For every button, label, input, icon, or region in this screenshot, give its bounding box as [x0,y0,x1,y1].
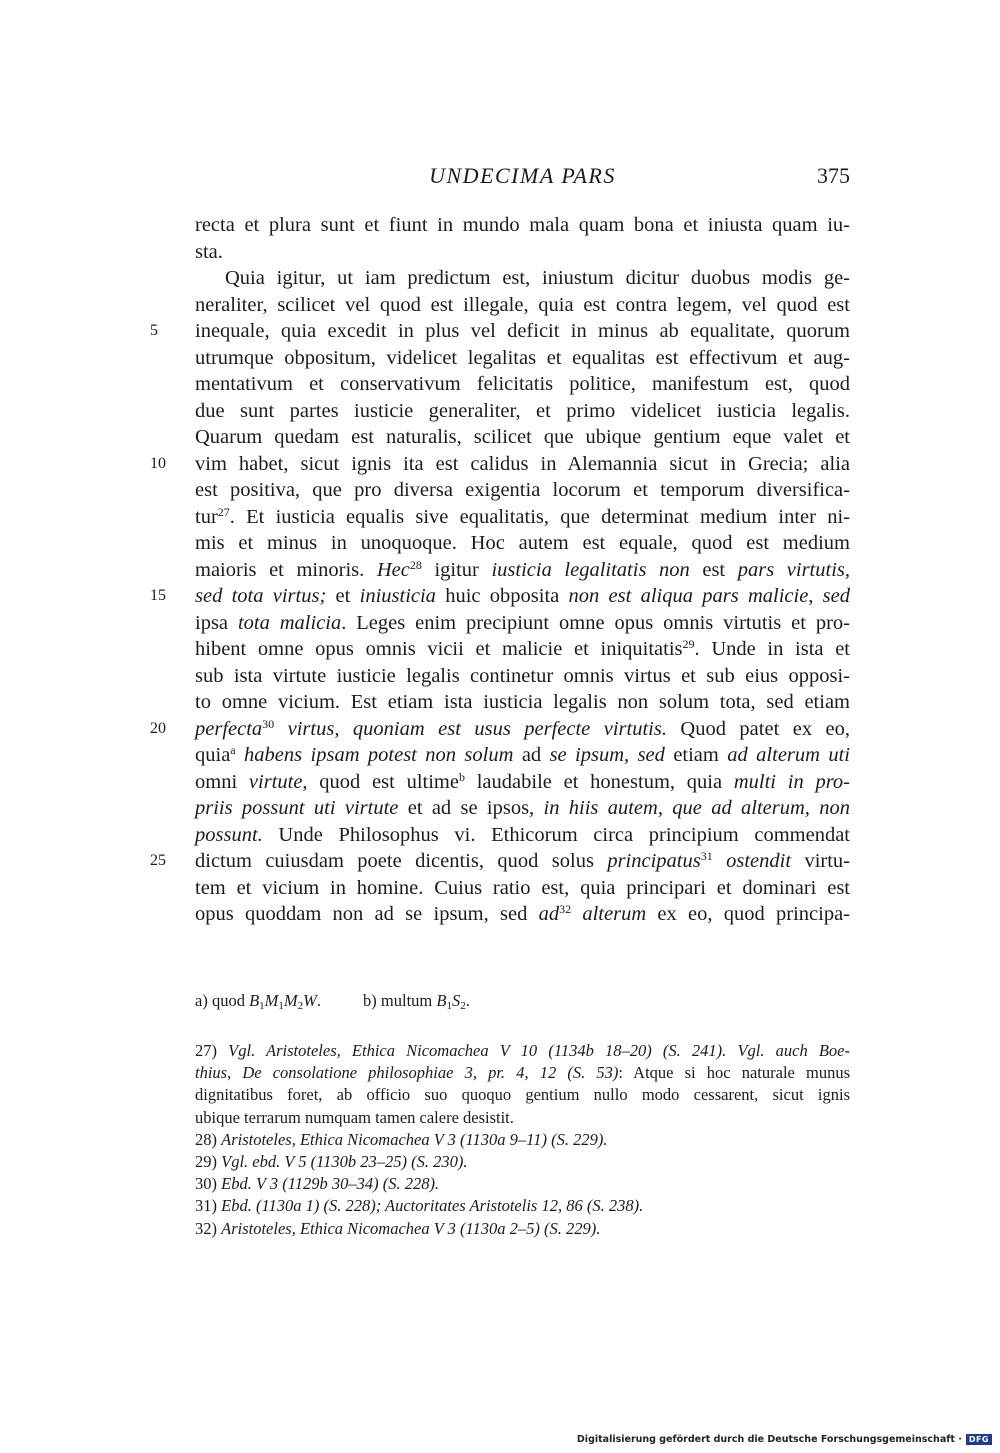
text-run: etiam [664,744,728,766]
text-run: mentativum et conservativum felicitatis politice, manifestum est, quod [195,373,850,395]
text-run: ipsa [195,611,238,634]
text-run: ex eo, quod principa- [646,903,850,925]
footnote-29 [195,1151,850,1173]
text-run: recta et plura sunt et fiunt in mundo mala quam bona et iniusta quam iu- [195,214,850,236]
footnote-reference: Aristoteles, Ethica Nicomachea V 3 (1130a 2–5) (S. 229). [221,1218,601,1238]
italic-text: iniusticia [359,585,436,607]
text-run: huic obposita [435,585,569,607]
note-marker: b [458,769,465,784]
digitization-credit [577,1432,992,1446]
text-line [195,901,850,928]
text-line [195,689,850,716]
text-line [195,663,850,690]
text-line [195,557,850,584]
siglum-index: 2 [460,1000,466,1012]
text-line [195,371,850,398]
manuscript-siglum: M [283,991,298,1010]
text-run: . Et iusticia equalis sive equalitatis, que determinat medium inter ni- [229,505,850,528]
note-marker: 27 [217,504,230,519]
italic-text: ostendit [712,850,792,872]
footnote-reference: Ebd. V 3 (1129b 30–34) (S. 228). [221,1174,440,1194]
page-number: 375 [817,163,850,188]
apparatus-entry: a) quod $B_1M_1M_2W$. [195,991,322,1012]
text-line [195,504,850,531]
text-run: sta. [195,240,223,263]
italic-text: ad [538,903,560,925]
apparatus-label: a) [195,991,208,1010]
italic-text: priis possunt uti virtute [195,797,399,819]
footnote-32 [195,1218,850,1240]
siglum-index: 1 [446,1000,452,1012]
running-title: UNDECIMA PARS [429,163,616,188]
manuscript-siglum: S [451,991,461,1010]
italic-text: multi in pro- [733,770,850,793]
text-run: et ad se ipsos, [398,797,544,819]
text-run: Quod patet ex eo, [666,717,851,740]
italic-text: virtus, quoniam est usus perfecte virtutis. [274,717,667,740]
text-run: ad [513,744,550,766]
text-line [150,451,850,478]
manuscript-siglum: M [264,991,279,1010]
footnote-28 [195,1129,850,1151]
footnote-27-line [195,1040,850,1062]
italic-text: alterum [571,903,647,925]
text-run: hibent omne opus omnis vicii et malicie et iniquitatis [195,638,683,660]
text-run: virtu- [791,850,850,872]
text-run: laudabile et honestum, quia [464,770,734,793]
line-number: 25 [150,852,166,869]
footnote-27-line [195,1062,850,1084]
siglum-index: 1 [259,1000,265,1012]
italic-text: se ipsum, sed [549,744,665,766]
italic-text: iusticia legalitatis non [491,558,690,581]
footnote-text: dignitatibus foret, ab officio suo quoquo gentium nullo modo cessarent, sicut ignis [195,1085,850,1105]
text-line [195,424,850,451]
note-marker: 29 [682,637,695,651]
note-marker: 32 [559,902,572,916]
dfg-logo-icon: DFG [966,1434,992,1445]
text-line [150,716,851,743]
text-line [195,742,850,769]
footnote-30 [195,1173,850,1195]
apparatus-variant: quod [211,991,245,1010]
italic-text: non est aliqua pars malicie, sed [568,585,851,607]
manuscript-siglum: B [436,991,447,1010]
text-line [195,875,850,902]
italic-text: in hiis autem, que ad alterum, non [543,797,850,819]
text-line [195,636,850,663]
text-line [195,769,850,796]
apparatus-label: b) [363,991,377,1010]
line-number: 5 [150,322,158,339]
footnote-label: 32) [195,1218,217,1238]
text-run: . Unde in ista et [694,638,850,660]
footnote-reference: Vgl. ebd. V 5 (1130b 23–25) (S. 230). [221,1151,468,1171]
line-number: 15 [150,587,166,604]
text-run: Quarum quedam est naturalis, scilicet que ubique gentium eque valet et [195,426,850,448]
text-run: sub ista virtute iusticie legalis continetur omnis virtus et sub eius opposi- [195,664,850,687]
italic-text: tota malicia [237,611,342,634]
text-line [195,265,850,292]
italic-text: pars virtutis, [737,558,850,581]
text-run: mis et minus in unoquoque. Hoc autem est equale, quod est medium [195,532,850,554]
text-run: vim habet, sicut ignis ita est calidus in Alemannia sicut in Grecia; alia [195,452,850,475]
manuscript-siglum: B [249,991,260,1010]
text-run: to omne vicium. Est etiam ista iusticia legalis non solum tota, sed etiam [195,691,850,713]
note-marker: 30 [262,716,275,731]
text-run: dictum cuiusdam poete dicentis, quod solus [195,850,608,872]
text-line [195,795,850,822]
note-marker: 28 [409,557,422,572]
footnote-text: : Atque si hoc naturale munus [618,1063,850,1083]
text-run: Quia igitur, ut iam predictum est, iniustum dicitur duobus modis ge- [225,267,850,289]
critical-apparatus [195,990,850,1012]
italic-text: virtute [248,770,303,793]
text-line [195,212,850,239]
footnotes [195,1040,850,1240]
text-run: igitur [421,558,492,581]
apparatus-variant: multum [380,991,433,1010]
footnote-label: 28) [195,1129,217,1149]
italic-text: sed tota virtus; [195,585,327,607]
footnote-31 [195,1195,850,1217]
footnote-reference: thius, De consolatione philosophiae 3, pr. 4, 12 (S. 53) [195,1063,619,1083]
siglum-index: 1 [278,1000,284,1012]
main-text [150,212,851,928]
italic-text: perfecta [195,717,263,740]
italic-text: principatus [607,850,701,872]
text-run: maioris et minoris. [195,558,377,581]
footnote-text: ubique terrarum numquam tamen calere desistit. [195,1107,514,1127]
text-run: omni [195,770,249,793]
footnote-27-line [195,1107,850,1129]
text-run: . Leges enim precipiunt omne opus omnis virtutis et pro- [341,611,850,634]
text-line [195,530,850,557]
text-run: et [326,585,360,607]
note-marker: a [230,743,236,757]
text-line [150,848,850,875]
text-run: est [689,558,738,581]
line-number: 10 [150,454,166,472]
italic-text: ad alterum uti [727,744,850,766]
text-line [195,477,850,504]
italic-text: possunt. [195,823,263,846]
footnote-label: 31) [195,1196,217,1216]
text-run: tur [195,505,218,528]
footnote-reference: Vgl. Aristoteles, Ethica Nicomachea V 10 (1134b 18–20) (S. 241). Vgl. auch Boe- [228,1041,851,1060]
footnote-label: 30) [195,1174,217,1194]
text-line [195,398,850,425]
text-run: Unde Philosophus vi. Ethicorum circa principium commendat [262,823,850,846]
text-line [195,822,850,849]
text-run: utrumque obpositum, videlicet legalitas et equalitas est effectivum et aug- [195,346,850,369]
text-line [195,292,850,319]
text-run: neraliter, scilicet vel quod est illegale, quia est contra legem, vel quod est [195,293,850,316]
text-run: est positiva, que pro diversa exigentia locorum et temporum diversifica- [195,479,850,501]
italic-text: habens ipsam potest non solum [235,744,514,766]
text-line [150,318,850,345]
line-number: 20 [150,719,166,737]
text-line [195,345,850,372]
text-run: , quod est ultime [302,770,459,793]
siglum-index: 2 [297,1000,304,1012]
manuscript-siglum: W [303,991,317,1010]
text-run: tem et vicium in homine. Cuius ratio est, quia principari et dominari est [195,876,850,899]
italic-text: Hec [376,558,410,581]
footnote-reference: Aristoteles, Ethica Nicomachea V 3 (1130a 9–11) (S. 229). [221,1129,608,1149]
text-line [195,610,850,637]
text-line [150,583,851,610]
apparatus-entry: b) multum $B_1S_2$. [363,991,470,1012]
credit-text: Digitalisierung gefördert durch die Deutsche Forschungsgemeinschaft · [576,1433,962,1445]
text-run: inequale, quia excedit in plus vel deficit in minus ab equalitate, quorum [195,320,850,342]
footnote-27-line [195,1084,850,1106]
running-head [195,163,850,193]
text-run: due sunt partes iusticie generaliter, et primo videlicet iusticia legalis. [195,399,850,422]
footnote-label: 27) [195,1041,217,1060]
footnote-reference: Ebd. (1130a 1) (S. 228); Auctoritates Aristotelis 12, 86 (S. 238). [221,1196,644,1216]
text-run: quia [195,744,231,766]
text-line [195,239,850,266]
text-run: opus quoddam non ad se ipsum, sed [195,903,539,925]
footnote-label: 29) [195,1151,217,1171]
note-marker: 31 [700,849,713,863]
